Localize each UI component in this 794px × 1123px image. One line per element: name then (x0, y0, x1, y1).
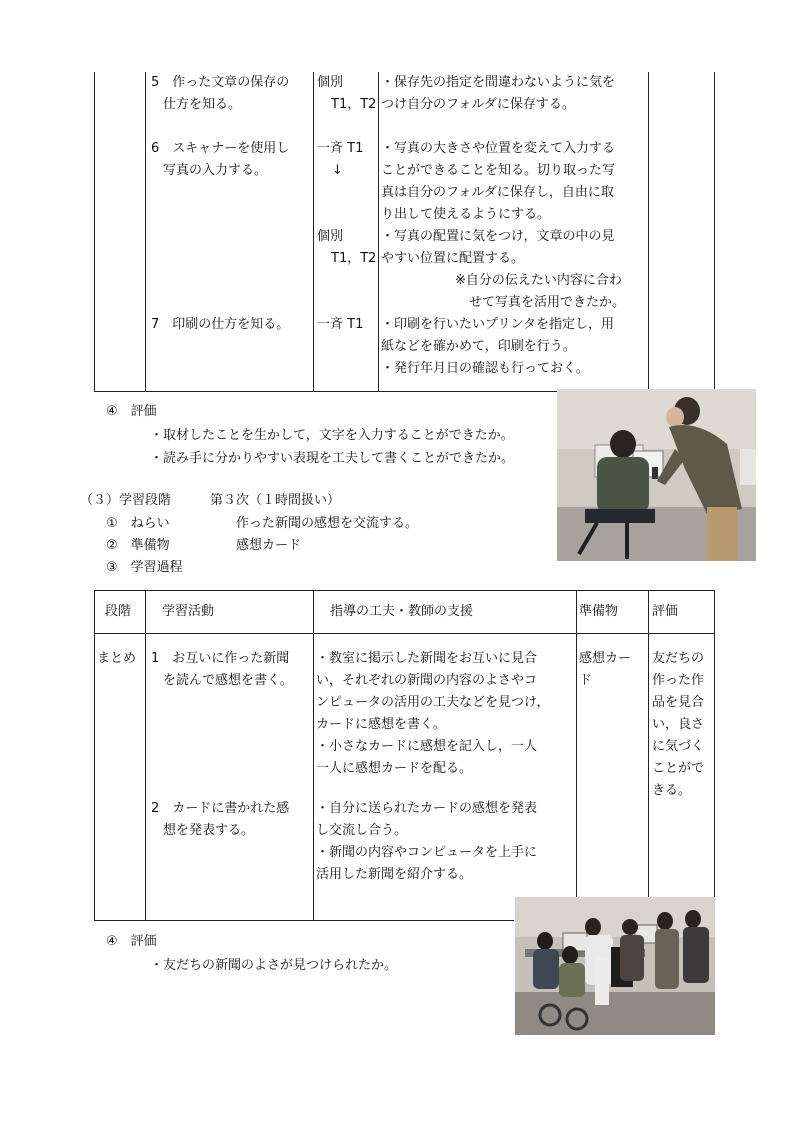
evaluation-heading: ④ 評価 (106, 404, 157, 419)
aim-label: ① ねらい (106, 516, 170, 531)
header-evaluation: 評価 (652, 604, 679, 619)
activity-1: 1 お互いに作った新聞 (151, 651, 290, 666)
materials-cell-cont: ド (579, 673, 593, 688)
activity-5-cont: 仕方を知る。 (163, 97, 242, 112)
form-5: 個別 (317, 75, 344, 90)
support-6-line1: ・写真の大きさや位置を変えて入力する (381, 141, 616, 156)
activity-7: 7 印刷の仕方を知る。 (151, 317, 290, 332)
support-2-line4: 活用した新聞を紹介する。 (316, 867, 473, 882)
support-1-line3: ンピュータの活用の工夫などを見つけ， (316, 695, 550, 710)
materials-cell: 感想カー (579, 651, 632, 666)
evaluation-heading: ④ 評価 (106, 934, 157, 949)
evaluation-cell: 品を見合 (652, 695, 705, 710)
materials-text: 感想カード (236, 538, 302, 553)
evaluation-item: ・取材したことを生かして，文字を入力することができたか。 (150, 428, 514, 443)
process-label: ③ 学習過程 (106, 560, 183, 575)
support-5-line2: つけ自分のフォルダに保存する。 (381, 97, 575, 112)
section-heading: （３）学習段階 第３次（１時間扱い） (80, 493, 341, 508)
support-1-line6: 一人に感想カードを配る。 (316, 761, 473, 776)
header-stage: 段階 (105, 604, 132, 619)
evaluation-cell: ことがで (652, 761, 705, 776)
evaluation-cell: に気づく (652, 739, 705, 754)
header-support: 指導の工夫・教師の支援 (330, 604, 474, 619)
form-5-teachers: T1，T2 (331, 97, 377, 112)
arrow-down-icon: ↓ (332, 163, 343, 178)
support-2-line3: ・新聞の内容やコンピュータを上手に (316, 845, 538, 860)
support-7-line2: 紙などを確かめて，印刷を行う。 (381, 339, 576, 354)
classroom-photo-teacher (557, 389, 756, 561)
form-6: 一斉 T1 (317, 141, 364, 156)
header-activity: 学習活動 (162, 604, 215, 619)
evaluation-note-line2: せて写真を活用できたか。 (469, 295, 626, 310)
stage-cell: まとめ (97, 651, 137, 666)
support-2-line1: ・自分に送られたカードの感想を発表 (316, 801, 538, 816)
evaluation-cell: 作った作 (652, 673, 705, 688)
activity-5: 5 作った文章の保存の (151, 75, 290, 90)
classroom-photo-group (515, 897, 715, 1035)
form-7: 一斉 T1 (317, 317, 364, 332)
form-6b: 個別 (317, 229, 344, 244)
support-7-line3: ・発行年月日の確認も行っておく。 (381, 361, 589, 376)
activity-6-cont: 写真の入力する。 (163, 163, 268, 178)
activity-1-cont: を読んで感想を書く。 (163, 673, 293, 688)
activity-2-cont: 想を発表する。 (163, 823, 255, 838)
support-1-line5: ・小さなカードに感想を記入し，一人 (316, 739, 538, 754)
evaluation-cell: 友だちの (652, 651, 705, 666)
activity-2: 2 カードに書かれた感 (151, 801, 290, 816)
evaluation-note-line1: ※自分の伝えたい内容に合わ (455, 273, 622, 288)
evaluation-item: ・読み手に分かりやすい表現を工夫して書くことができたか。 (150, 451, 515, 466)
support-5-line1: ・保存先の指定を間違わないように気を (381, 75, 616, 90)
evaluation-cell: い，良さ (652, 717, 705, 732)
evaluation-item: ・友だちの新聞のよさが見つけられたか。 (150, 958, 398, 973)
support-1-line4: カードに感想を書く。 (316, 717, 446, 732)
materials-label: ② 準備物 (106, 538, 170, 553)
support-6-line2: ことができることを知る。切り取った写 (381, 163, 616, 178)
support-1-line2: い，それぞれの新聞の内容のよさやコ (316, 673, 538, 688)
support-6-line3: 真は自分のフォルダに保存し，自由に取 (381, 185, 614, 200)
aim-text: 作った新聞の感想を交流する。 (236, 516, 419, 531)
support-6-line4: り出して使えるようにする。 (381, 207, 551, 222)
support-1-line1: ・教室に掲示した新聞をお互いに見合 (316, 651, 538, 666)
activity-6: 6 スキャナーを使用し (151, 141, 290, 156)
header-materials: 準備物 (579, 604, 619, 619)
support-2-line2: し交流し合う。 (316, 823, 408, 838)
support-6b-line1: ・写真の配置に気をつけ，文章の中の見 (381, 229, 615, 244)
support-7-line1: ・印刷を行いたいプリンタを指定し，用 (381, 317, 614, 332)
form-6b-teachers: T1，T2 (331, 251, 377, 266)
support-6b-line2: やすい位置に配置する。 (381, 251, 525, 266)
evaluation-cell: きる。 (652, 783, 692, 798)
